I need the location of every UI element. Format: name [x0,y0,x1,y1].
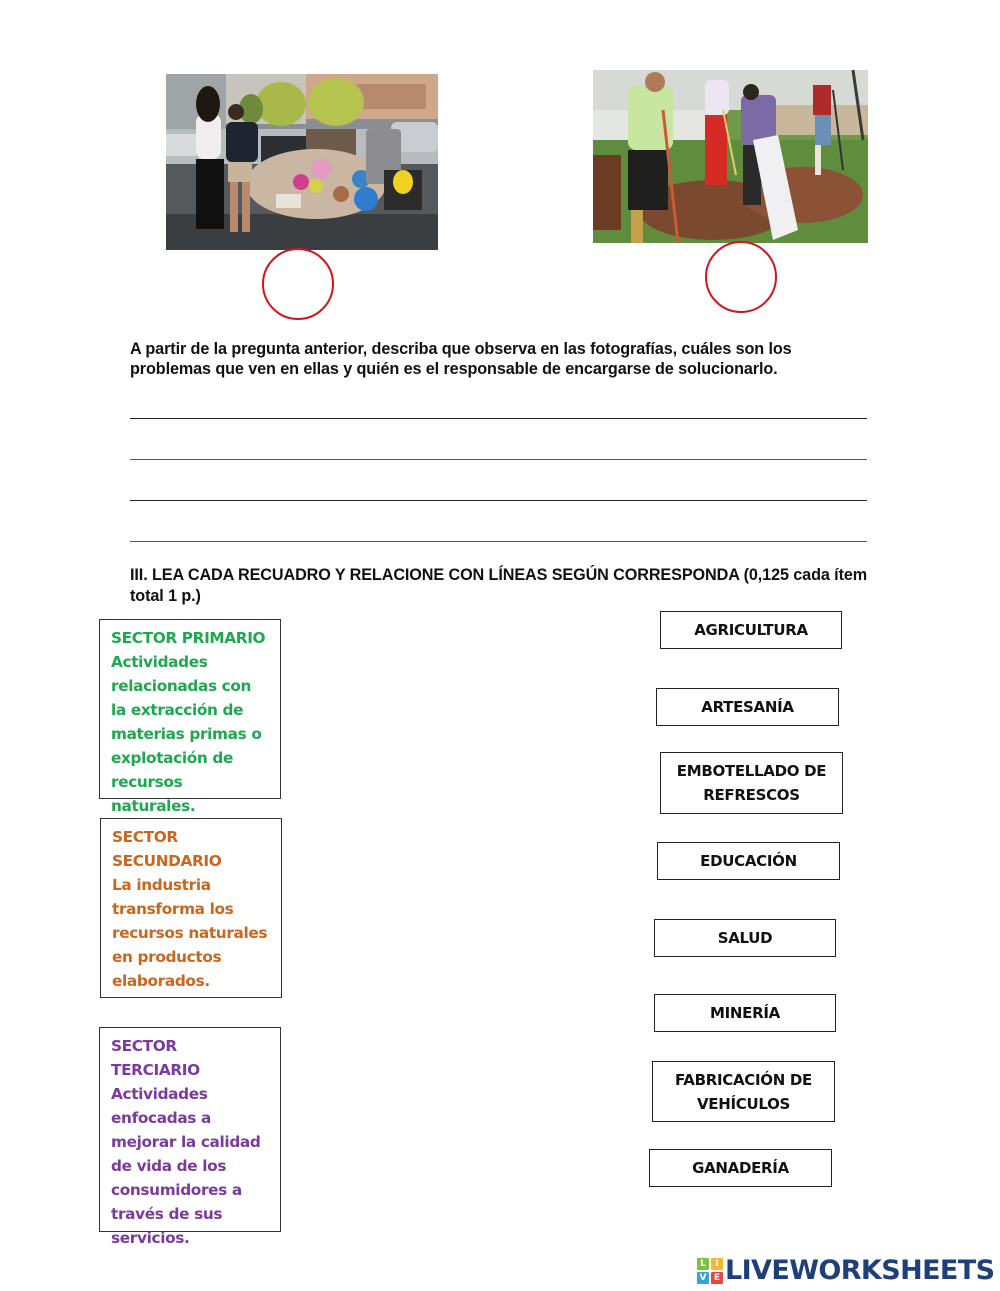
logo-letter-e: E [711,1272,723,1284]
sector-description: Actividades enfocadas a mejorar la calidad de vida de los consumidores a través de sus servicios. [111,1085,261,1247]
photo-people-cleaning-park [593,70,868,243]
question-text: A partir de la pregunta anterior, describa que observa en las fotografías, cuáles son los problemas que ven en ellas y quién es el responsable de encargarse de solucionarlo. [130,340,792,378]
item-box-educacion[interactable] [657,842,840,880]
photo-garbage-street [166,74,438,250]
live-logo-icon [697,1258,723,1284]
answer-input-2[interactable] [130,430,871,462]
sector-title: SECTOR SECUNDARIO [112,828,222,870]
cleaning-park-image [593,70,868,243]
answer-line-4 [130,541,867,542]
item-label: ARTESANÍA [701,698,794,716]
item-label: FABRICACIÓN DE VEHÍCULOS [675,1070,812,1113]
sector-title: SECTOR PRIMARIO [111,629,266,647]
sector-title: SECTOR TERCIARIO [111,1037,200,1079]
logo-text: LIVEWORKSHEETS [725,1255,995,1286]
answer-input-1[interactable] [130,389,871,421]
logo-letter-v: V [697,1272,709,1284]
answer-circle-photo-2[interactable] [705,241,777,313]
item-box-embotellado-de-refrescos[interactable] [660,752,843,814]
answer-input-3[interactable] [130,471,871,503]
item-box-mineria[interactable] [654,994,836,1032]
logo-letter-i: I [711,1258,723,1270]
sector-box-primario[interactable] [99,619,281,815]
item-box-salud[interactable] [654,919,836,957]
sector-box-terciario[interactable] [99,1027,281,1247]
sector-box-secundario[interactable] [100,818,282,998]
answer-circle-photo-1[interactable] [262,248,334,320]
item-label: GANADERÍA [692,1159,789,1177]
liveworksheets-logo [697,1256,994,1286]
item-label: MINERÍA [710,1004,780,1022]
answer-line-2 [130,459,867,460]
item-box-ganaderia[interactable] [649,1149,832,1187]
item-box-fabricacion-de-vehiculos[interactable] [652,1061,835,1122]
item-label: SALUD [717,929,773,947]
item-label: EMBOTELLADO DE REFRESCOS [676,762,827,804]
item-box-agricultura[interactable] [660,611,842,649]
answer-input-4[interactable] [130,512,871,544]
sector-description: La industria transforma los recursos naturales en productos elaborados. [112,876,268,990]
answer-line-3 [130,500,867,501]
item-label: EDUCACIÓN [700,852,797,870]
section-iii-heading: III. LEA CADA RECUADRO Y RELACIONE CON LÍNEAS SEGÚN CORRESPONDA (0,125 cada ítem total 1 p.) [130,566,868,605]
item-box-artesania[interactable] [656,688,839,726]
logo-letter-l: L [697,1258,709,1270]
item-label: AGRICULTURA [694,621,808,639]
garbage-street-image [166,74,438,250]
sector-description: Actividades relacionadas con la extracción de materias primas o explotación de recursos naturales. [111,653,262,815]
answer-line-1 [130,418,867,419]
